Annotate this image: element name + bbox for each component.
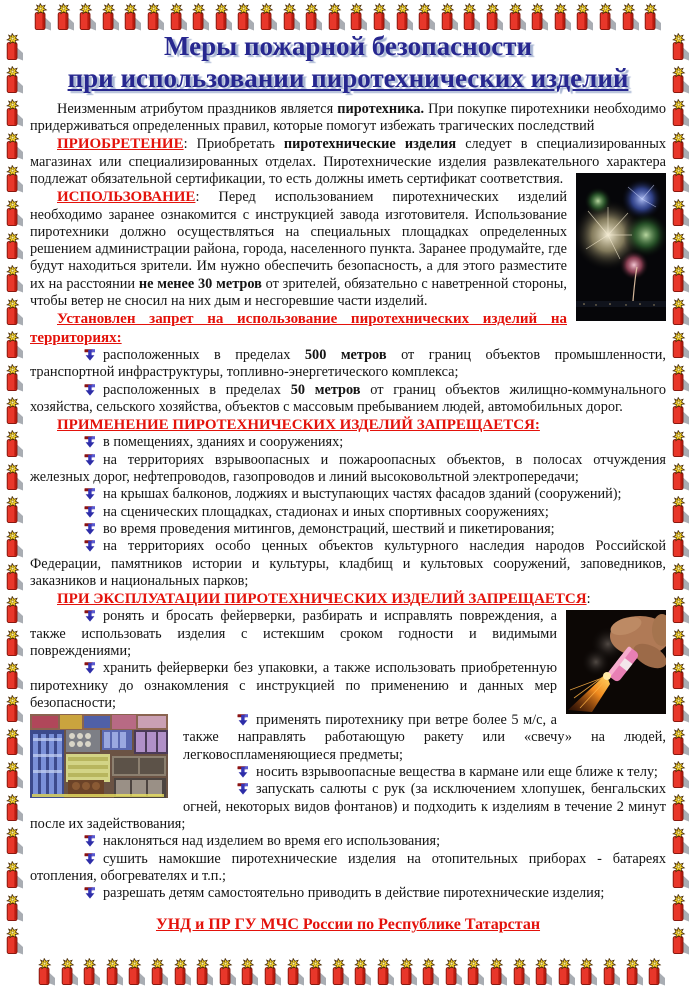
firecracker-icon (172, 958, 192, 987)
firecracker-icon (670, 496, 690, 525)
section-header: ИСПОЛЬЗОВАНИЕ (57, 189, 196, 206)
text-run: 50 метров (290, 381, 361, 398)
firecracker-icon (670, 331, 690, 360)
firecracker-icon (597, 3, 617, 32)
firecracker-icon (670, 99, 690, 128)
text-run: от зрителей, обязательно с наветренной стороны, чтобы ветер не сносил на них дым и несгоревшие части изделий. (30, 275, 567, 310)
text-run: разрешать детям самостоятельно приводить в действие пиротехнические изделия; (103, 885, 605, 902)
bullet-item (30, 712, 666, 764)
firecracker-icon (670, 927, 690, 956)
firecracker-icon (122, 3, 142, 32)
firecracker-icon (670, 364, 690, 393)
bullet-item (30, 382, 666, 417)
firecracker-icon (416, 3, 436, 32)
document-body (30, 101, 666, 903)
firecracker-icon (217, 958, 237, 987)
firecracker-icon (484, 3, 504, 32)
down-arrow-bullet-icon (57, 347, 96, 364)
text-run: расположенных в пределах (103, 346, 305, 363)
firecracker-icon (443, 958, 463, 987)
firecracker-icon (145, 3, 165, 32)
text-run: хранить фейерверки без упаковки, а также использовать приобретенную пиротехнику до ознакомления с инструкцией по применению и данных мер безопасности; (30, 660, 557, 711)
text-run: на территориях особо ценных объектов культурного наследия народов Российской Федерации, памятников истории и культуры, кладбищ и культовых сооружений, заповедников, заказников и национальных парков; (30, 538, 666, 589)
bullet-item (30, 434, 666, 451)
firecracker-icon (4, 861, 24, 890)
down-arrow-bullet-icon (57, 504, 96, 521)
firecracker-icon (4, 695, 24, 724)
firecracker-icon (258, 3, 278, 32)
firecracker-icon (670, 463, 690, 492)
text-run: применять пиротехнику при ветре более 5 м/с, а также направлять работающую ракету или «свечу» на людей, легковоспламеняющиеся предметы; (183, 712, 666, 763)
text-run: сушить намокшие пиротехнические изделия на отопительных приборах - батареях отопления, обогревателях и т.п.; (30, 850, 666, 884)
firecracker-icon (670, 132, 690, 161)
bullet-item (30, 833, 666, 850)
firecracker-icon (4, 397, 24, 426)
firecracker-icon (4, 761, 24, 790)
firecracker-icon (55, 3, 75, 32)
firecracker-icon (375, 958, 395, 987)
down-arrow-bullet-icon (57, 382, 96, 399)
firecracker-icon (4, 265, 24, 294)
firecracker-icon (670, 33, 690, 62)
firecracker-icon (670, 232, 690, 261)
bullet-item (30, 504, 666, 521)
down-arrow-bullet-icon (210, 764, 249, 781)
firecracker-icon (670, 265, 690, 294)
firecracker-icon (646, 958, 666, 987)
firecracker-icon (620, 3, 640, 32)
firecracker-icon (32, 3, 52, 32)
firecracker-icon (81, 958, 101, 987)
text-run: следует в специализированных магазинах или специализированных отделах. Пиротехнические изделия развлекательного характера (30, 136, 666, 170)
page-title-line1: Меры пожарной безопасности (163, 31, 533, 61)
text-run: При покупке пиротехники необходимо придерживаться определенных правил, которые помогут избежать трагических последствий (30, 100, 666, 135)
firecracker-icon (601, 958, 621, 987)
text-run: от границ объектов жилищно-коммунального хозяйства, сельского хозяйства, объектов с массовым пребыванием людей, автомобильных дорог. (30, 381, 666, 415)
firecracker-icon (4, 563, 24, 592)
firecracker-icon (670, 165, 690, 194)
document-content (30, 30, 666, 934)
text-run: пиротехника. (337, 100, 425, 117)
firecracker-icon (507, 3, 527, 32)
down-arrow-bullet-icon (57, 851, 96, 868)
firecracker-icon (4, 298, 24, 327)
down-arrow-bullet-icon (57, 521, 96, 538)
text-run: : Приобретать (183, 136, 284, 153)
firecracker-icon (511, 958, 531, 987)
firecracker-icon (4, 430, 24, 459)
firecracker-icon (59, 958, 79, 987)
firecracker-icon (670, 530, 690, 559)
firecracker-icon (394, 3, 414, 32)
firecracker-icon (348, 3, 368, 32)
down-arrow-bullet-icon (57, 452, 96, 469)
firecracker-icon (465, 958, 485, 987)
footer-signature-text: УНД и ПР ГУ МЧС России по Республике Татарстан (155, 916, 541, 934)
firecracker-icon (670, 794, 690, 823)
firecracker-icon (303, 3, 323, 32)
down-arrow-bullet-icon (57, 660, 96, 677)
firecracker-icon (235, 3, 255, 32)
footer-signature (30, 916, 666, 934)
firecracker-icon (4, 33, 24, 62)
firecracker-icon (670, 629, 690, 658)
text-run: не менее 30 метров (138, 275, 262, 292)
firecracker-icon (126, 958, 146, 987)
fireworks-display-photo (576, 173, 666, 321)
down-arrow-bullet-icon (57, 486, 96, 503)
bullet-item (30, 538, 666, 590)
firecracker-icon (4, 662, 24, 691)
firecracker-icon (642, 3, 662, 32)
firecracker-icon (149, 958, 169, 987)
firecracker-icon (281, 3, 301, 32)
firecracker-icon (439, 3, 459, 32)
bullet-item (30, 608, 666, 660)
firecracker-icon (168, 3, 188, 32)
firecracker-icon (326, 3, 346, 32)
firecracker-icon (670, 66, 690, 95)
firecracker-icon (4, 99, 24, 128)
firecracker-icon (670, 298, 690, 327)
firecracker-icon (4, 728, 24, 757)
text-run: в помещениях, зданиях и сооружениях; (103, 434, 344, 451)
firecracker-icon (36, 958, 56, 987)
text-run: пиротехнические изделия (283, 136, 457, 153)
firecracker-icon (670, 596, 690, 625)
paragraph (30, 101, 666, 136)
firecracker-icon (670, 662, 690, 691)
firecracker-icon (4, 530, 24, 559)
bullet-item (30, 885, 666, 902)
firecracker-icon (4, 364, 24, 393)
firecracker-icon (4, 894, 24, 923)
paragraph (30, 416, 666, 434)
firecracker-icon (670, 199, 690, 228)
paragraph (30, 135, 666, 188)
firecracker-icon (239, 958, 259, 987)
down-arrow-bullet-icon (57, 608, 96, 625)
firecracker-icon (556, 958, 576, 987)
firecracker-icon (574, 3, 594, 32)
firecracker-icon (670, 563, 690, 592)
firecracker-icon (4, 629, 24, 658)
firecracker-icon (330, 958, 350, 987)
page-title (30, 30, 666, 95)
text-run: : (586, 591, 591, 608)
firecracker-icon (488, 958, 508, 987)
text-run: подлежат обязательной сертификации, то есть должны иметь сертификат соответствия. (30, 170, 564, 187)
text-run: 500 метров (304, 346, 387, 363)
down-arrow-bullet-icon (57, 833, 96, 850)
firecracker-icon (4, 232, 24, 261)
firecracker-icon (352, 958, 372, 987)
text-run: Неизменным атрибутом праздников является (57, 100, 338, 117)
text-run: на территориях взрывоопасных и пожароопасных объектов, в полосах отчуждения железных дорог, нефтепроводов, газопроводов и линий высоковольтной электропередачи; (30, 451, 666, 486)
firecracker-icon (194, 958, 214, 987)
firecracker-icon (4, 496, 24, 525)
firecracker-icon (670, 827, 690, 856)
firecracker-icon (4, 331, 24, 360)
firecracker-icon (578, 958, 598, 987)
firecracker-icon (4, 596, 24, 625)
firecracker-icon (670, 728, 690, 757)
bullet-item (30, 347, 666, 382)
section-header: ПРИОБРЕТЕНИЕ (57, 136, 184, 153)
firecracker-icon (461, 3, 481, 32)
bullet-item (30, 452, 666, 487)
page-title-line2: при использовании пиротехнических изделий (67, 63, 629, 94)
down-arrow-bullet-icon (57, 434, 96, 451)
firecracker-icon (213, 3, 233, 32)
firecracker-icon (190, 3, 210, 32)
down-arrow-bullet-icon (57, 538, 96, 555)
firecracker-icon (77, 3, 97, 32)
text-run: на сценических площадках, стадионах и иных спортивных сооружениях; (103, 503, 549, 520)
paragraph (30, 188, 666, 310)
bullet-item (30, 486, 666, 503)
firecracker-icon (529, 3, 549, 32)
text-run: носить взрывоопасные вещества в кармане или еще ближе к телу; (256, 764, 658, 781)
firecracker-icon (624, 958, 644, 987)
down-arrow-bullet-icon (210, 781, 249, 798)
firecracker-icon (4, 927, 24, 956)
text-run: от границ объектов промышленности, транспортной инфраструктуры, топливно-энергетического комплекса; (30, 346, 667, 381)
section-header: ПРИМЕНЕНИЕ ПИРОТЕХНИЧЕСКИХ ИЗДЕЛИЙ ЗАПРЕЩАЕТСЯ: (57, 417, 540, 434)
firecracker-icon (398, 958, 418, 987)
firecracker-icon (104, 958, 124, 987)
text-run: ронять и бросать фейерверки, разбирать и исправлять повреждения, а также использовать изделия с истекшим сроком годности и видимыми повреждениями; (30, 608, 557, 659)
firecracker-icon (670, 430, 690, 459)
firecracker-icon (4, 827, 24, 856)
paragraph (30, 310, 666, 347)
firecracker-icon (4, 66, 24, 95)
bullet-item (30, 521, 666, 538)
firecracker-icon (4, 132, 24, 161)
section-header: Установлен запрет на использование пиротехнических изделий на территориях: (30, 311, 567, 346)
firecracker-icon (533, 958, 553, 987)
firecracker-icon (670, 397, 690, 426)
fireworks-store-photo (30, 714, 168, 798)
text-run: во время проведения митингов, демонстраций, шествий и пикетирования; (103, 520, 555, 537)
firecracker-icon (552, 3, 572, 32)
bullet-item (30, 851, 666, 886)
text-run: запускать салюты с рук (за исключением хлопушек, бенгальских огней, некоторых видов фонтанов) и подходить к изделиям в течение 2 минут после их задействования; (30, 781, 666, 832)
firecracker-icon (670, 894, 690, 923)
firecracker-icon (420, 958, 440, 987)
text-run: наклоняться над изделием во время его использования; (103, 833, 441, 850)
down-arrow-bullet-icon (57, 885, 96, 902)
hand-firework-photo (566, 610, 666, 714)
down-arrow-bullet-icon (210, 712, 249, 729)
firecracker-icon (4, 463, 24, 492)
firecracker-icon (100, 3, 120, 32)
firecracker-icon (285, 958, 305, 987)
firecracker-icon (670, 761, 690, 790)
text-run: на крышах балконов, лоджиях и выступающих частях фасадов зданий (сооружений); (103, 486, 622, 503)
firecracker-icon (4, 199, 24, 228)
firecracker-icon (262, 958, 282, 987)
firecracker-icon (670, 861, 690, 890)
firecracker-icon (371, 3, 391, 32)
text-run: : Перед использованием пиротехнических изделий необходимо заранее ознакомится с инструкцией завода изготовителя. Использование пиротехники должно осуществляться на специальных площадках определенных решением администрации района, города, населенного пункта. Заранее продумайте, где будут находиться зрители. Им нужно обеспечить безопасность, а для этого разместите их на расстоянии (30, 189, 567, 292)
firecracker-icon (670, 695, 690, 724)
firecracker-icon (4, 165, 24, 194)
firecracker-icon (307, 958, 327, 987)
text-run: расположенных в пределах (103, 381, 291, 398)
section-header: ПРИ ЭКСПЛУАТАЦИИ ПИРОТЕХНИЧЕСКИХ ИЗДЕЛИЙ ЗАПРЕЩАЕТСЯ (57, 591, 587, 608)
firecracker-icon (4, 794, 24, 823)
paragraph (30, 590, 666, 608)
